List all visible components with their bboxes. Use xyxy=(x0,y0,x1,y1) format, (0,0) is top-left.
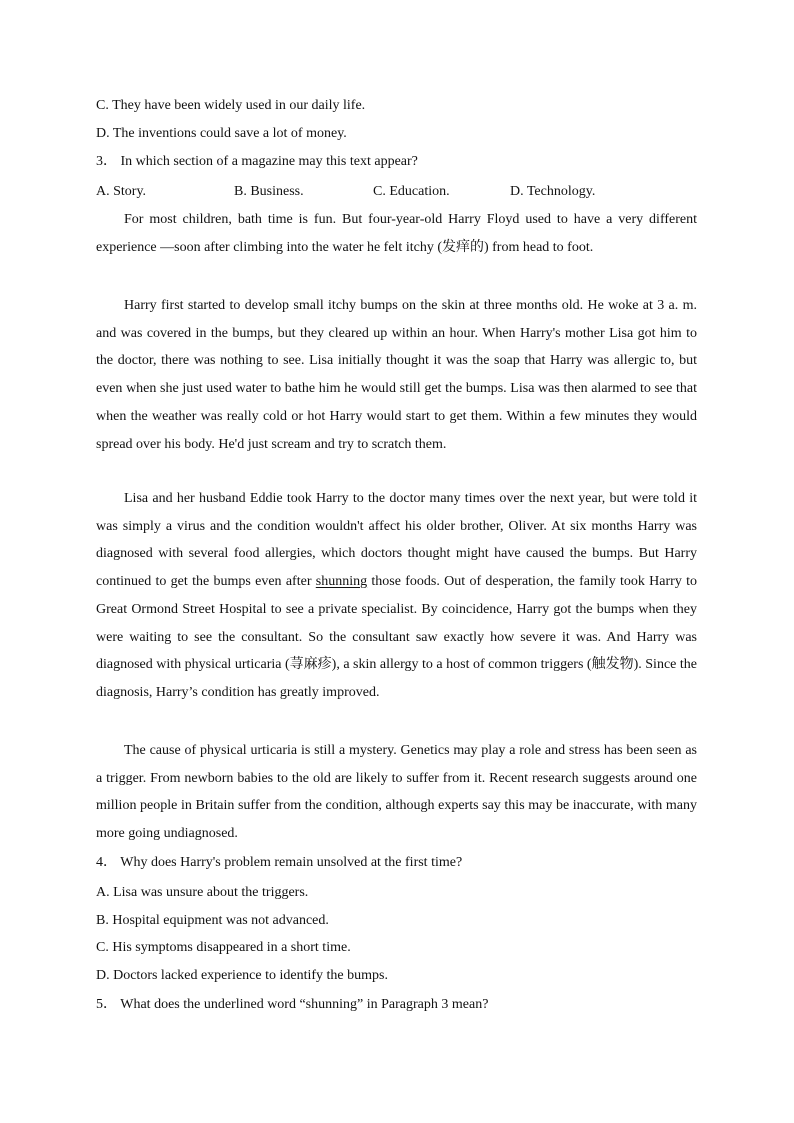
paragraph-3-part-1: Lisa and her husband Eddie took Harry to the doctor many times over the next year, but were told it was simply a virus and the condition wouldn't affect his older brother, Oliver. At six months Harry was diagnosed with several food allergies, which doctors thought might have caused the bumps. But Harry continued to get the bumps even after xyxy=(96,491,697,590)
passage-paragraph-4: The cause of physical urticaria is still a mystery. Genetics may play a role and stress has been seen as a trigger. From newborn babies to the old are likely to suffer from it. Recent research suggests around one million people in Britain suffer from the condition, although experts say this may be inaccurate, with many more going undiagnosed. xyxy=(96,743,697,842)
paragraph-3-part-2: those foods. Out of desperation, the family took Harry to Great Ormond Street Hospital to see a private specialist. By coincidence, Harry got the bumps when they were waiting to see the consultant. So the consultant saw exactly how severe it was. And Harry was diagnosed with physical urticaria (荨麻疹), a skin allergy to a host of common triggers (触发物). Since the diagnosis, Harry’s condition has greatly improved. xyxy=(96,574,697,700)
passage-paragraph-2: Harry first started to develop small itchy bumps on the skin at three months old. He woke at 3 a. m. and was covered in the bumps, but they cleared up within an hour. When Harry's mother Lisa got him to the doctor, there was nothing to see. Lisa initially thought it was the soap that Harry was allergic to, but even when she just used water to bathe him he would still get the bumps. Lisa was then alarmed to see that when the weather was really cold or hot Harry would start to get them. Within a few minutes they would spread over his body. He'd just scream and try to scratch them. xyxy=(96,298,697,452)
passage-paragraph-1: For most children, bath time is fun. But four-year-old Harry Floyd used to have a very different experience —soon after climbing into the water he felt itchy (发痒的) from head to foot. xyxy=(96,212,697,255)
q4-option-a: A. Lisa was unsure about the triggers. xyxy=(96,885,309,900)
q4-option-b: B. Hospital equipment was not advanced. xyxy=(96,913,329,928)
q2-option-d: D. The inventions could save a lot of money. xyxy=(96,126,347,141)
passage-paragraph-3 xyxy=(96,485,697,707)
q3-stem: 3． In which section of a magazine may this text appear? xyxy=(96,154,418,169)
q3-option-c: C. Education. xyxy=(373,184,450,199)
q3-option-b: B. Business. xyxy=(234,184,304,199)
q2-option-c: C. They have been widely used in our daily life. xyxy=(96,98,366,113)
q5-stem: 5． What does the underlined word “shunning” in Paragraph 3 mean? xyxy=(96,997,489,1012)
q4-option-d: D. Doctors lacked experience to identify the bumps. xyxy=(96,968,388,983)
q4-stem: 4． Why does Harry's problem remain unsolved at the first time? xyxy=(96,855,463,870)
q3-option-a: A. Story. xyxy=(96,184,147,199)
q4-option-c: C. His symptoms disappeared in a short time. xyxy=(96,940,351,955)
q3-option-d: D. Technology. xyxy=(510,184,596,199)
underlined-word: shunning xyxy=(315,574,368,590)
